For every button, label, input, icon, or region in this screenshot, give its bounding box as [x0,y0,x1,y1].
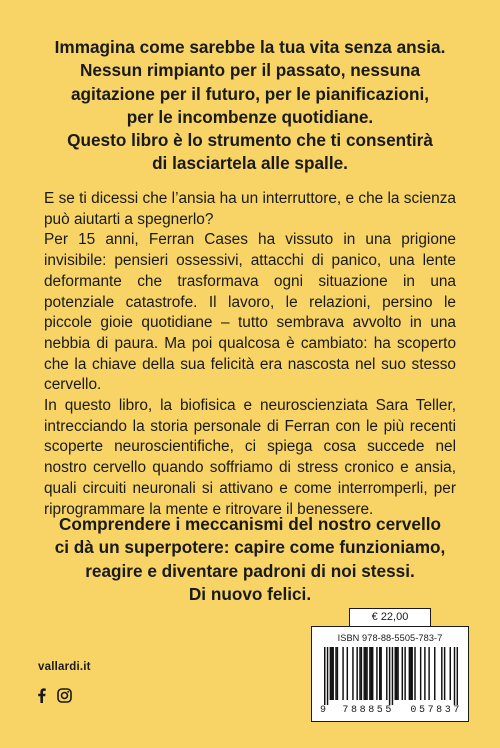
barcode-bar [359,647,360,700]
barcode-bar [365,647,366,700]
barcode-bar [397,647,398,700]
closing-line: Comprendere i meccanismi del nostro cervello [58,514,442,534]
barcode-block [311,626,469,722]
barcode-bar [420,647,421,700]
ean-barcode [324,647,458,705]
barcode-bar [380,647,381,700]
barcode-bar [347,647,348,700]
ean-first-digit: 9 [320,705,327,716]
blurb-paragraph: In questo libro, la biofisica e neuroscienziata Sara Teller, intrecciando la storia personale di Ferran con le più recenti scoperte neuroscientifiche, ci spiega cosa succede nel nostro cervello quando soffriamo di stress cronico e ansia, quali circuiti neuronali si attivano e come interromperli, per riprogrammare la mente e ritrovare il benessere. [44,397,456,518]
barcode-bar [404,647,405,700]
barcode-bar [352,647,353,700]
ean-left-group: 788855 [342,705,394,716]
intro-line: agitazione per il futuro, per le pianificazioni, [70,83,430,104]
price-label: € 22,00 [349,608,431,626]
barcode-bar [337,647,338,700]
barcode-bar [402,647,403,700]
barcode-bar [444,647,445,700]
instagram-icon[interactable] [57,688,72,703]
barcode-bar [414,647,415,700]
barcode-bar [409,647,410,700]
barcode-bar [434,647,435,700]
barcode-bar [330,647,331,700]
barcode-bar [424,647,425,700]
barcode-bar [441,647,442,700]
intro-line: Immagina come sarebbe la tua vita senza ansia. [54,37,446,57]
barcode-bar [331,647,332,700]
closing-line: reagire e diventare padroni di noi stessi. [85,560,415,581]
barcode-bar [379,647,380,700]
barcode-bar [369,647,370,700]
barcode-bar [372,647,373,700]
barcode-bar [335,647,336,700]
intro-block [40,36,460,176]
barcode-bar [410,647,411,700]
ean-right-group: 057837 [410,705,462,716]
barcode-bar [386,647,387,700]
barcode-bar [371,647,372,700]
barcode-bar [361,647,362,700]
barcode-bar [366,647,367,700]
barcode-bar [389,647,390,705]
closing-line: ci dà un superpotere: capire come funzioniamo, [54,537,446,558]
barcode-bar [376,647,377,700]
barcode-bar [363,647,364,700]
social-links [37,688,72,703]
barcode-bar [392,647,393,705]
barcode-bar [327,647,328,705]
barcode-bar [395,647,396,700]
intro-line: per le incombenze quotidiane. [126,106,374,127]
ean-digits [320,705,462,716]
closing-line: Di nuovo felici. [188,583,312,604]
intro-line: Nessun rimpianto per il passato, nessuna [79,60,421,81]
barcode-bar [396,647,397,700]
barcode-bar [454,647,455,705]
blurb-paragraph: E se ti dicessi che l’ansia ha un interruttore, e che la scienza può aiutarti a spegnerlo? [44,190,456,228]
barcode-bar [332,647,333,700]
blurb-paragraph: Per 15 anni, Ferran Cases ha vissuto in una prigione invisibile: pensieri ossessivi, attacchi di panico, una lente deformante che trasformava ogni situazione in una potenziale catastrofe. Il lavoro, le relazioni, persino le piccole gioie quotidiane – tutto sembrava avvolto in una nebbia di paura. Ma poi qualcosa è cambiato: ha scoperto che la chiave della sua felicità era nascosta nel suo stesso cervello. [44,231,456,394]
barcode-bar [411,647,412,700]
intro-line: di lasciartela alle spalle. [152,153,348,174]
isbn-number: ISBN 978-88-5505-783-7 [337,633,443,643]
closing-block [30,513,470,606]
barcode-bar [428,647,429,700]
barcode-bar [457,647,458,705]
barcode-bar [342,647,343,700]
blurb-body [44,189,456,520]
publisher-website[interactable]: vallardi.it [38,661,91,673]
barcode-bar [324,647,325,705]
barcode-bar [450,647,451,700]
barcode-bar [356,647,357,700]
facebook-icon[interactable] [37,688,46,703]
intro-line: Questo libro è lo strumento che ti consentirà [67,130,433,151]
